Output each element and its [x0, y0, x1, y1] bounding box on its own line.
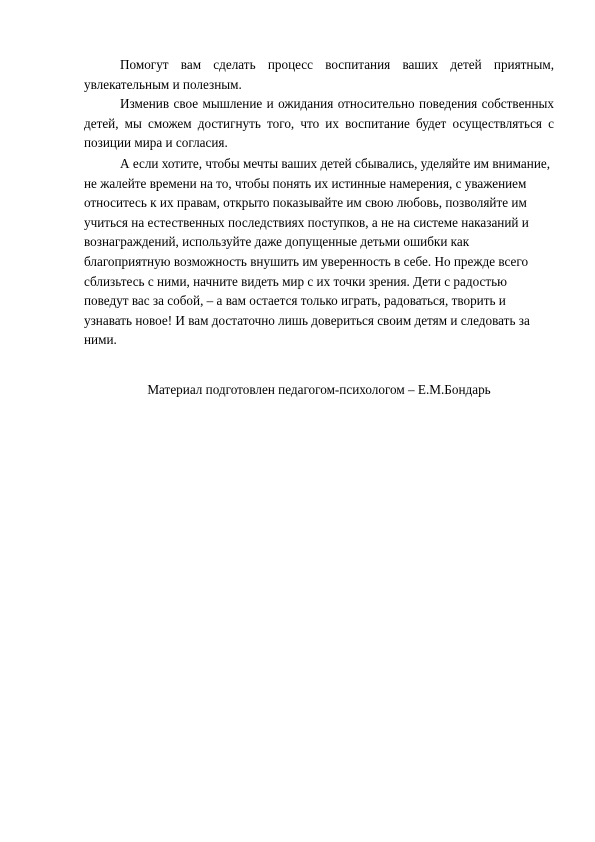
document-body	[84, 55, 554, 350]
paragraph-1: Помогут вам сделать процесс воспитания ваших детей приятным, увлекательным и полезным.	[84, 57, 554, 92]
author-signature: Материал подготовлен педагогом-психологом – Е.М.Бондарь	[147, 382, 491, 397]
paragraph-2: Изменив свое мышление и ожидания относительно поведения собственных детей, мы сможем достигнуть того, что их воспитание будет осуществляться с позиции мира и согласия.	[84, 96, 554, 151]
paragraph-3: А если хотите, чтобы мечты ваших детей сбывались, уделяйте им внимание, не жалейте времени на то, чтобы понять их истинные намерения, с уважением относитесь к их правам, открыто показывайте им свою любовь, позволяйте им учиться на естественных последствиях поступков, а не на системе наказаний и вознаграждений, используйте даже допущенные детьми ошибки как благоприятную возможность внушить им уверенность в себе. Но прежде всего сблизьтесь с ними, начните видеть мир с их точки зрения. Дети с радостью поведут вас за собой, – а вам остается только играть, радоваться, творить и узнавать новое! И вам достаточно лишь довериться своим детям и следовать за ними.	[84, 155, 551, 348]
